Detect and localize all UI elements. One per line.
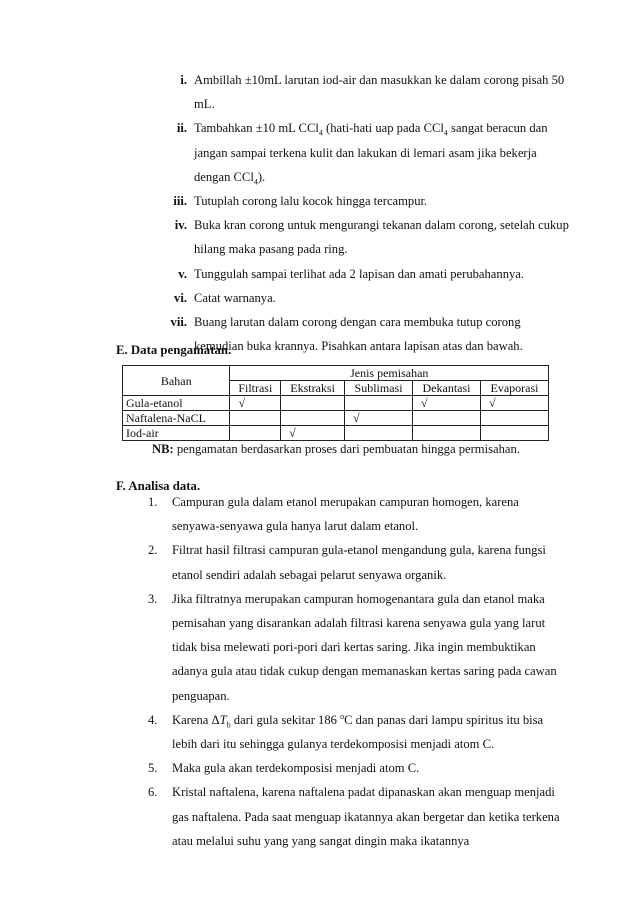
section-e-heading: E. Data pengamatan.	[116, 343, 232, 357]
analysis-item	[148, 780, 563, 853]
variable-t: T	[219, 712, 227, 727]
analysis-text: Kristal naftalena, karena naftalena padat dipanaskan akan menguap menjadi gas naftalena. Pada saat menguap ikatannya akan bergetar dan ketika terkena atau melalui suhu yang yang sangat dingin maka ikatannya	[172, 785, 560, 848]
analysis-number: 5.	[148, 761, 158, 776]
analysis-text: Filtrat hasil filtrasi campuran gula-etanol mengandung gula, karena fungsi etanol sendiri adalah sebagai pelarut senyawa organik.	[172, 543, 546, 582]
step-text: Ambillah ±10mL larutan iod-air dan masukkan ke dalam corong pisah 50 mL.	[194, 73, 565, 112]
analysis-text: Campuran gula dalam etanol merupakan campuran homogen, karena senyawa-senyawa gula hanya larut dalam etanol.	[172, 495, 519, 534]
note-text: pengamatan berdasarkan proses dari pembuatan hingga permisahan.	[173, 442, 520, 456]
step-number: vi.	[174, 290, 187, 305]
step-number: ii.	[176, 121, 187, 136]
analysis-text	[172, 708, 563, 756]
check-cell	[281, 411, 345, 426]
procedure-step	[150, 68, 570, 116]
analysis-item	[148, 490, 563, 538]
check-cell: √	[345, 411, 413, 426]
bahan-cell: Iod-air	[123, 426, 230, 441]
table-row	[123, 426, 549, 441]
text-fragment: dari gula sekitar 186	[230, 712, 341, 727]
check-cell	[345, 396, 413, 411]
check-cell	[230, 426, 281, 441]
analysis-number: 4.	[148, 712, 158, 727]
analysis-number: 2.	[148, 543, 158, 558]
text-fragment: C dan panas dari lampu spiritus itu bisa lebih dari itu sehingga gulanya terdekomposisi menjadi atom C.	[172, 712, 544, 752]
analysis-text: Jika filtratnya merupakan campuran homogenantara gula dan etanol maka pemisahan yang disarankan adalah filtrasi karena senyawa gula yang larut tidak bisa melewati pori-pori dari kertas saring. Jika ingin membuktikan adanya gula atau tidak cukup dengan memanaskan kertas saring pada cawan penguapan.	[172, 591, 557, 703]
column-header: Evaporasi	[480, 381, 548, 396]
check-cell: √	[281, 426, 345, 441]
step-text: Catat warnanya.	[194, 290, 276, 305]
procedure-step	[150, 116, 570, 189]
step-text: Tunggulah sampai terlihat ada 2 lapisan dan amati perubahannya.	[194, 266, 525, 281]
check-cell: √	[230, 396, 281, 411]
analysis-number: 6.	[148, 785, 158, 800]
analysis-text: Maka gula akan terdekomposisi menjadi atom C.	[172, 761, 420, 776]
step-text: Tutuplah corong lalu kocok hingga tercampur.	[194, 194, 428, 209]
bahan-header: Bahan	[123, 366, 230, 396]
step-number: vii.	[170, 315, 187, 330]
column-header: Filtrasi	[230, 381, 281, 396]
step-number: iv.	[174, 218, 187, 233]
step-text: Tambahkan ±10 mL CCl$_4$ (hati-hati uap pada CCl$_4$ sangat beracun dan jangan sampai terkena kulit dan lakukan di lemari asam jika bekerja dengan CCl$_4$).	[194, 121, 548, 187]
observation-note	[152, 440, 520, 458]
step-number: v.	[178, 266, 187, 281]
step-text: Buka kran corong untuk mengurangi tekanan dalam corong, setelah cukup hilang maka pasang pada ring.	[194, 218, 569, 257]
table-row	[123, 411, 549, 426]
check-cell	[413, 411, 481, 426]
check-cell	[480, 426, 548, 441]
column-header: Sublimasi	[345, 381, 413, 396]
check-cell	[480, 411, 548, 426]
step-number: iii.	[173, 194, 187, 209]
procedure-step	[150, 286, 570, 310]
check-cell	[281, 396, 345, 411]
check-cell	[345, 426, 413, 441]
section-f-heading: F. Analisa data.	[116, 479, 201, 493]
subscript-b: b	[226, 720, 231, 730]
column-header: Dekantasi	[413, 381, 481, 396]
note-label: NB:	[152, 442, 174, 456]
procedure-step	[150, 262, 570, 286]
observation-table	[122, 365, 549, 441]
analysis-number: 1.	[148, 495, 158, 509]
check-cell: √	[480, 396, 548, 411]
bahan-cell: Gula-etanol	[123, 396, 230, 411]
table-row	[123, 396, 549, 411]
procedure-step	[150, 213, 570, 261]
bahan-cell: Naftalena-NaCL	[123, 411, 230, 426]
analysis-item	[148, 756, 563, 780]
text-fragment: Karena Δ	[172, 712, 220, 727]
step-text: Buang larutan dalam corong dengan cara membuka tutup corong kemudian buka krannya. Pisahkan antara lapisan atas dan bawah.	[194, 315, 523, 354]
degree-superscript: o	[340, 711, 345, 721]
group-header: Jenis pemisahan	[230, 366, 549, 381]
procedure-list	[150, 68, 570, 358]
check-cell: √	[413, 396, 481, 411]
check-cell	[230, 411, 281, 426]
column-header: Ekstraksi	[281, 381, 345, 396]
analysis-item	[148, 587, 563, 708]
procedure-step	[150, 189, 570, 213]
analysis-item	[148, 708, 563, 756]
table-header-row	[123, 366, 549, 381]
check-cell	[413, 426, 481, 441]
analysis-item	[148, 538, 563, 586]
step-number: i.	[180, 73, 187, 87]
analysis-number: 3.	[148, 591, 158, 606]
analysis-list	[148, 490, 563, 853]
